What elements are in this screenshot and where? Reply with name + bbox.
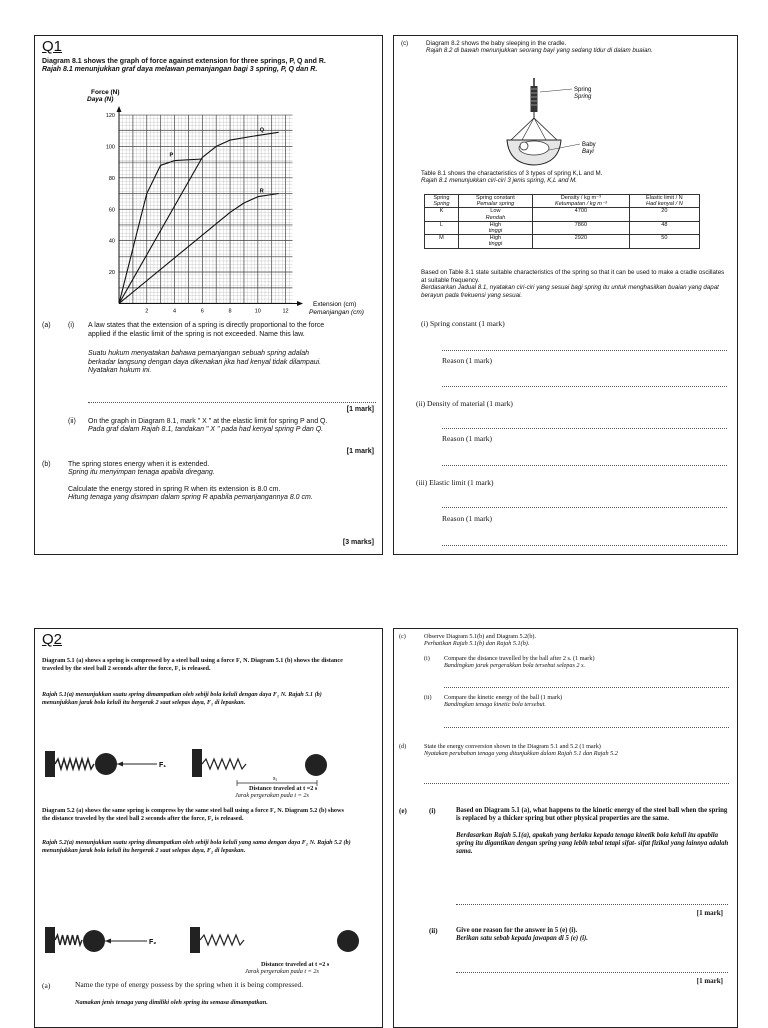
table-cell-limit: 48 (629, 221, 699, 234)
cradle-diagram (494, 78, 674, 170)
x-tick-label: 12 (282, 308, 289, 315)
question-1-panel (34, 35, 383, 555)
table-row (425, 208, 700, 221)
question-2-title: Q2 (42, 631, 63, 648)
q1-a-i-ms: Suatu hukum menyatakan bahawa pemanjangan sebuah spring adalah berkadar langsung dengan daya dikenakan jika had kenyal tidak dilampaui. Nyatakan hukum ini. (88, 350, 322, 374)
steel-ball-icon (337, 930, 359, 952)
q2c-i-ms: Bandingkan jarak pergerakkan bola tersebut selepas 2 s. (444, 662, 586, 669)
diagram-5-1 (35, 745, 383, 787)
answer-line[interactable] (88, 402, 376, 403)
y-axis-label-ms: Daya (N) (87, 96, 114, 103)
x-axis-arrow-icon (297, 301, 303, 306)
wall-icon (192, 749, 202, 777)
answer-line[interactable] (456, 972, 728, 973)
question-1-title: Q1 (42, 38, 63, 55)
baby-label-ms: Bayi (582, 149, 594, 155)
force-arrow-icon (117, 762, 123, 767)
q2-para-2-en: Diagram 5.2 (a) shows the same spring is compress by the same steel ball using a force F₂ N. Diagram 5.2 (b) shows the distance traveled by the steel ball 2 seconds after the force, F₂ is released. (42, 807, 344, 822)
q1c-intro-en: Diagram 8.2 shows the baby sleeping in the cradle. (426, 40, 567, 47)
y-tick-label: 60 (108, 207, 115, 214)
q2e-ii-ms: Berikan satu sebab kepada jawapan di 5 (e) (i). (456, 935, 588, 942)
table-cell-limit: 20 (629, 208, 699, 221)
x-tick-label: 2 (145, 308, 149, 315)
series-label-r: R (259, 188, 264, 195)
y-axis-label: Force (N) (91, 89, 120, 96)
y-tick-label: 40 (108, 238, 115, 245)
q2-a-en: Name the type of energy possess by the spring when it is being compressed. (75, 980, 304, 989)
steel-ball-icon (83, 930, 105, 952)
q1-b-en-1: The spring stores energy when it is extended. (68, 461, 210, 468)
x-tick-label: 8 (228, 308, 232, 315)
force-f2-label: F₂ (149, 939, 157, 946)
table-intro-en: Table 8.1 shows the characteristics of 3 types of spring K,L and M. (421, 170, 603, 177)
released-spring-icon (202, 759, 246, 769)
table-intro-ms: Rajah 8.1 menunjukkan ciri-ciri 3 jenis spring, K,L and M. (421, 177, 578, 184)
y-tick-label: 80 (108, 175, 115, 182)
steel-ball-icon (305, 754, 327, 776)
q1-a-ii-ms: Pada graf dalam Rajah 8.1, tandakan " X " pada had kenyal spring P dan Q. (88, 426, 324, 433)
spring-label: Spring (574, 87, 592, 93)
question-1c-panel (393, 35, 738, 555)
answer-line[interactable] (442, 386, 727, 387)
q2e-label: (e) (399, 807, 407, 815)
table-cell-density: 7860 (532, 221, 629, 234)
q2-para-1-en: Diagram 5.1 (a) shows a spring is compressed by a steel ball using a force F₁ N. Diagram 5.1 (b) shows the distance traveled by the steel ball 2 seconds after the force, F₁ is released. (42, 657, 343, 672)
force-f1-label: F₁ (159, 762, 167, 769)
q2d-ms: Nyatakan perubahan tenaga yang ditunjukkan dalam Rajah 5.1 dan Rajah 5.2 (424, 750, 618, 757)
diagram-5-2 (35, 923, 383, 959)
steel-ball-icon (95, 753, 117, 775)
q2c-ii-label: (ii) (424, 694, 432, 701)
series-label-q: Q (259, 127, 265, 134)
based-on-table-ms: Berdasarkan Jadual 8.1, nyatakan ciri-ciri yang sesuai bagi spring itu untuk menghasilkan buaian yang dapat berayun pada frekuensi yang sesuai. (421, 284, 719, 299)
q2-a-ms: Namakan jenis tenaga yang dimiliki oleh spring itu semasa dimampatkan. (75, 999, 268, 1006)
series-label-p: P (169, 152, 174, 159)
answer-line[interactable] (442, 428, 727, 429)
q2e-i-label: (i) (429, 807, 436, 815)
q1-b-ms-2: Hitung tenaga yang disimpan dalam spring R apabila pemanjangannya 8.0 cm. (68, 494, 313, 501)
distance-s1-label: s₁ (273, 776, 278, 782)
q1-mark-1: [1 mark] (346, 406, 374, 413)
question-2c-panel (393, 628, 738, 1028)
q1-a-label: (a) (42, 322, 51, 329)
reason-label-2: Reason (1 mark) (442, 434, 492, 443)
q2e-mark-1: [1 mark] (696, 909, 723, 917)
q1-b-label: (b) (42, 461, 51, 468)
table-cell-density: 2920 (532, 235, 629, 248)
compressed-spring-icon (55, 935, 82, 945)
x-tick-label: 4 (172, 308, 177, 315)
based-on-table-en: Based on Table 8.1 state suitable characteristics of the spring so that it can be used to make a cradle oscillates at suitable frequency. (421, 269, 725, 284)
q2c-i-en: Compare the distance travelled by the ball after 2 s. (1 mark) (444, 655, 595, 662)
q1-intro-ms: Rajah 8.1 menunjukkan graf daya melawan pemanjangan bagi 3 spring, P, Q dan R. (42, 66, 318, 73)
wall-icon (45, 751, 55, 777)
distance-caption-ms-1: Jarak pergerakan pada t = 2s (235, 792, 309, 799)
table-header-cell: Density / kg m⁻³ Ketumpatan / kg m⁻³ (532, 195, 629, 208)
y-axis-arrow-icon (117, 106, 122, 112)
y-tick-label: 100 (105, 144, 115, 151)
answer-line[interactable] (444, 687, 729, 688)
q2c-ms: Perhatikan Rajah 5.1(b) dan Rajah 5.1(b). (424, 640, 530, 647)
q2e-i-en: Based on Diagram 5.1 (a), what happens to the kinetic energy of the steel ball when the spring is replaced by a thicker spring but other physical properties are the same. (456, 807, 728, 823)
table-cell-constant: High tinggi (458, 235, 532, 248)
answer-line[interactable] (442, 545, 727, 546)
answer-line[interactable] (442, 350, 727, 351)
table-header-cell: Spring constant Pemalar spring (458, 195, 532, 208)
q1-a-i-label: (i) (68, 322, 75, 329)
y-tick-label: 20 (108, 270, 115, 277)
x-tick-label: 10 (254, 308, 261, 315)
compressed-spring-icon (55, 759, 94, 769)
table-header-row (425, 195, 700, 208)
q1-a-ii-en: On the graph in Diagram 8.1, mark " X " at the elastic limit for spring P and Q. (88, 418, 328, 425)
table-cell-constant: Low Rendah (458, 208, 532, 221)
q2e-ii-en: Give one reason for the answer in 5 (e) (i). (456, 927, 578, 934)
q2c-label: (c) (399, 633, 406, 640)
q2-para-2-ms: Rajah 5.2(a) menunjukkan suatu spring dimampatkan oleh sebiji bola keluli yang sama dengan daya F₂ N. Rajah 5.2 (b) menunjukkan jarak bola keluli itu bergerak 2 saat selepas daya, F₂ di lepaskan. (42, 839, 351, 854)
table-row (425, 221, 700, 234)
force-extension-graph (35, 84, 383, 324)
table-cell-constant: High tinggi (458, 221, 532, 234)
q2-a-label: (a) (42, 981, 51, 990)
table-cell-density: 4700 (532, 208, 629, 221)
q1c-label: (c) (401, 40, 409, 47)
wall-icon (45, 927, 55, 953)
distance-caption-en-1: Distance traveled at t =2 s (249, 785, 318, 792)
x-axis-label: Extension (cm) (313, 301, 357, 308)
q1-b-ms-1: Spring itu menyimpan tenaga apabila diregang. (68, 469, 215, 476)
spring-icon (531, 86, 538, 112)
spring-characteristics-table (424, 194, 700, 249)
table-header-cell: Spring Spring (425, 195, 459, 208)
q1c-i-spring-constant: (i) Spring constant (1 mark) (421, 319, 505, 328)
released-spring-icon (200, 935, 244, 945)
table-cell-spring: K (425, 208, 459, 221)
q2d-en: State the energy conversion shown in the Diagram 5.1 and 5.2 (1 mark) (424, 743, 601, 750)
answer-line[interactable] (424, 783, 729, 784)
answer-line[interactable] (442, 465, 727, 466)
distance-caption-ms-2: Jarak pergerakan pada t = 2s (245, 968, 319, 975)
q2e-i-ms: Berdasarkan Rajah 5.1(a), apakah yang berlaku kepada tenaga kinetik bola keluli itu apabila spring itu digantikan dengan spring yang lebih tebal tetapi sifat- sifat fizikal yang lainnya adalah sama. (456, 832, 729, 856)
q1-a-ii-label: (ii) (68, 418, 76, 425)
q1c-iii-elastic-limit: (iii) Elastic limit (1 mark) (416, 478, 494, 487)
q1-mark-2: [1 mark] (346, 448, 374, 455)
question-2-panel (34, 628, 383, 1028)
q1-intro-en: Diagram 8.1 shows the graph of force against extension for three springs, P, Q and R. (42, 58, 326, 65)
table-header-cell: Elastic limit / N Had kenyal / N (629, 195, 699, 208)
distance-caption-en-2: Distance traveled at t =2 s (261, 961, 330, 968)
baby-label: Baby (582, 142, 596, 148)
force-arrow-icon (105, 939, 111, 944)
q1c-ii-density: (ii) Density of material (1 mark) (416, 399, 513, 408)
q2c-ii-ms: Bandingkan tenaga kinetic bola tersebut. (444, 701, 546, 708)
x-tick-label: 6 (200, 308, 204, 315)
y-tick-label: 120 (105, 113, 115, 119)
q1-a-i-en: A law states that the extension of a spring is directly proportional to the force applied if the elastic limit of the spring is not exceeded. Name this law. (88, 322, 325, 338)
answer-line[interactable] (442, 507, 727, 508)
table-cell-limit: 50 (629, 235, 699, 248)
q2e-ii-label: (ii) (429, 927, 438, 935)
q2c-en: Observe Diagram 5.1(b) and Diagram 5.2(b). (424, 633, 537, 640)
q2c-i-label: (i) (424, 655, 430, 662)
q2d-label: (d) (399, 743, 407, 750)
reason-label-3: Reason (1 mark) (442, 514, 492, 523)
q1c-intro-ms: Rajah 8.2 di bawah menunjukkan seorang bayi yang sedang tidur di dalam buaian. (426, 47, 653, 54)
q2-para-1-ms: Rajah 5.1(a) menunjukkan suatu spring dimampatkan oleh sebiji bola keluli dengan daya F₁ N. Rajah 5.1 (b) menunjukkan jarak bola keluli itu bergerak 2 saat selepas daya, F₁ di lepaskan. (42, 691, 322, 706)
q2c-ii-en: Compare the kinetic energy of the ball (1 mark) (444, 694, 563, 701)
wall-icon (190, 927, 200, 953)
q1-b-en-2: Calculate the energy stored in spring R when its extension is 8.0 cm. (68, 486, 281, 493)
q1-mark-3: [3 marks] (342, 539, 374, 546)
reason-label-1: Reason (1 mark) (442, 356, 492, 365)
table-cell-spring: L (425, 221, 459, 234)
table-row (425, 235, 700, 248)
x-axis-label-ms: Pemanjangan (cm) (309, 309, 364, 316)
table-cell-spring: M (425, 235, 459, 248)
spring-label-ms: Spring (574, 94, 592, 100)
q2e-mark-2: [1 mark] (696, 977, 723, 985)
answer-line[interactable] (456, 904, 728, 905)
answer-line[interactable] (444, 727, 729, 728)
